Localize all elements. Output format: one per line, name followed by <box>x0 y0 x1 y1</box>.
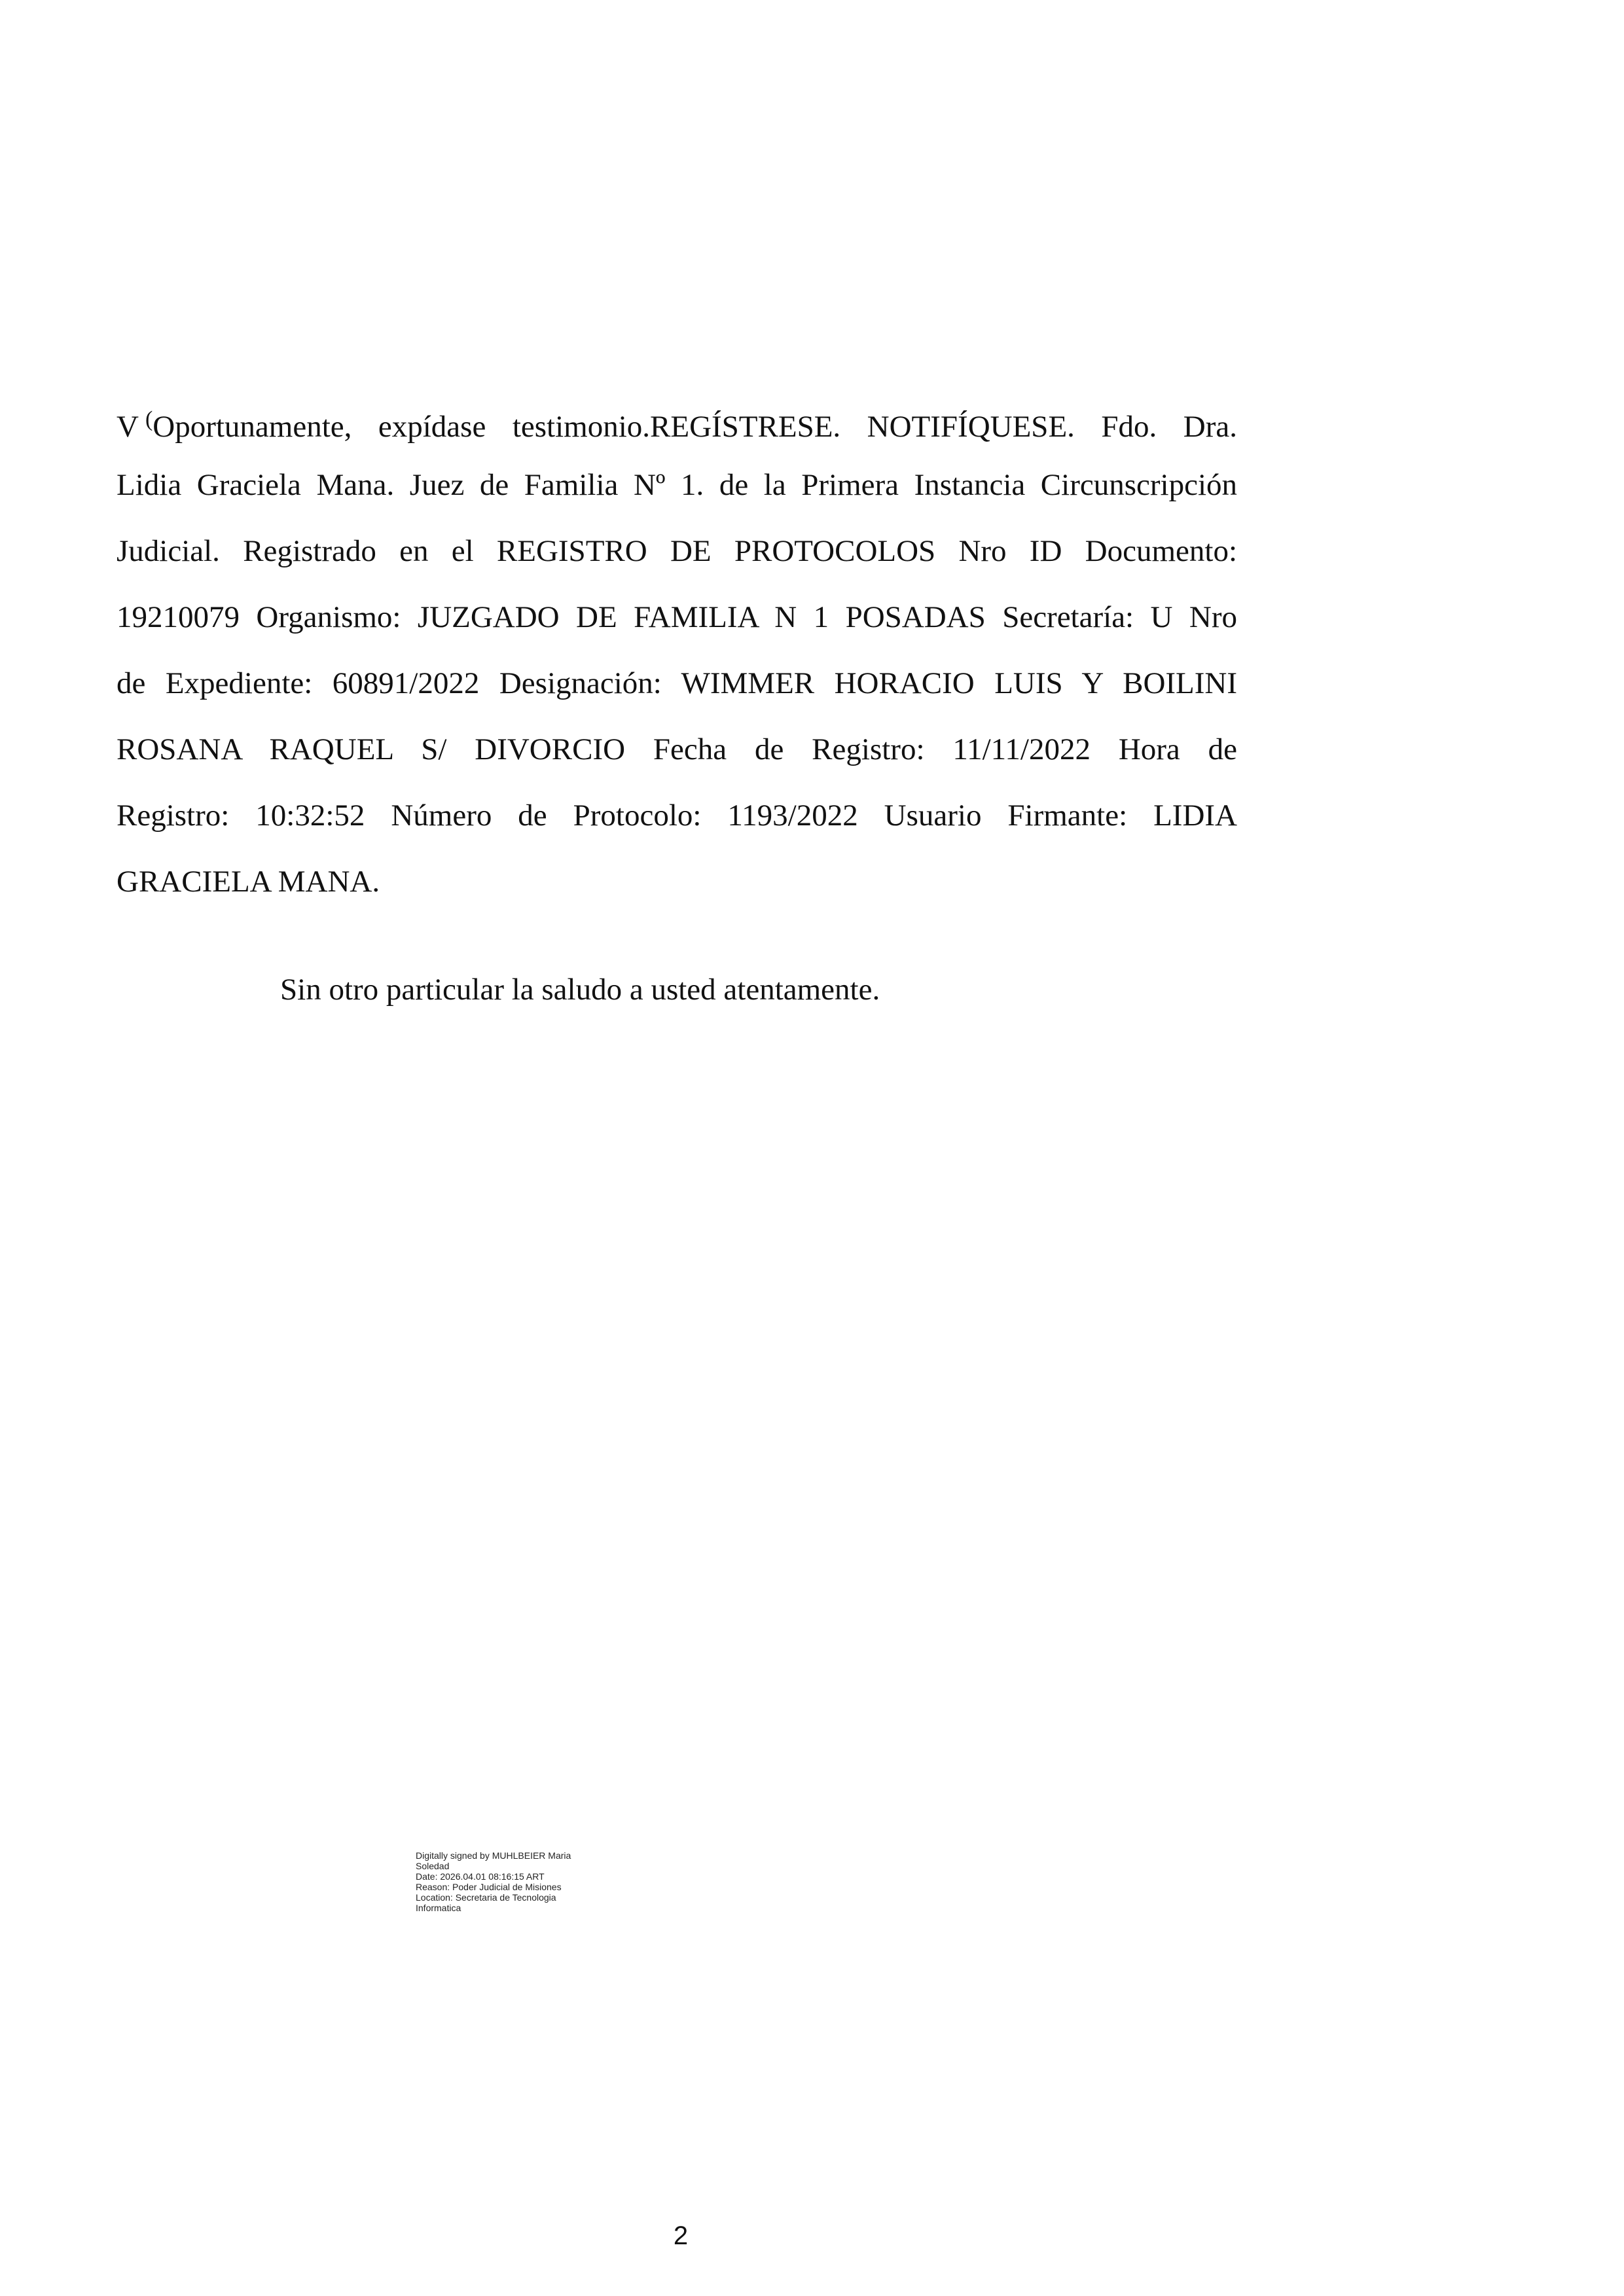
digital-signature-stamp <box>416 1850 612 1913</box>
signature-line-signed-by: Digitally signed by MUHLBEIER Maria <box>416 1850 571 1861</box>
signature-line-location-continuation: Informatica <box>416 1903 461 1913</box>
paragraph-line-7: Registro: 10:32:52 Número de Protocolo: 1193/2022 Usuario Firmante: LIDIA <box>117 798 1237 833</box>
signature-line-date: Date: 2026.04.01 08:16:15 ART <box>416 1871 545 1882</box>
closing-salutation: Sin otro particular la saludo a usted atentamente. <box>280 973 880 1007</box>
paragraph-line-1 <box>117 386 1237 452</box>
paragraph-line-5: de Expediente: 60891/2022 Designación: WIMMER HORACIO LUIS Y BOILINI <box>117 666 1237 700</box>
paragraph-line-1-text: Oportunamente, expídase testimonio.REGÍSTRESE. NOTIFÍQUESE. Fdo. Dra. <box>153 410 1237 444</box>
signature-line-reason: Reason: Poder Judicial de Misiones <box>416 1882 562 1892</box>
paragraph-marker-letter: V <box>117 410 139 444</box>
paragraph-line-3: Judicial. Registrado en el REGISTRO DE PROTOCOLOS Nro ID Documento: <box>117 534 1237 568</box>
page-number: 2 <box>673 2221 689 2250</box>
paragraph-line-6: ROSANA RAQUEL S/ DIVORCIO Fecha de Registro: 11/11/2022 Hora de <box>117 732 1237 766</box>
paragraph-line-2: Lidia Graciela Mana. Juez de Familia Nº 1. de la Primera Instancia Circunscripción <box>117 468 1237 502</box>
paragraph-marker-paren: ( <box>145 407 153 431</box>
paragraph-line-8: GRACIELA MANA. <box>117 865 380 899</box>
resolution-paragraph <box>117 386 1237 915</box>
signature-line-location: Location: Secretaria de Tecnologia <box>416 1892 556 1903</box>
signature-line-name-continuation: Soledad <box>416 1861 450 1871</box>
paragraph-line-4: 19210079 Organismo: JUZGADO DE FAMILIA N 1 POSADAS Secretaría: U Nro <box>117 600 1237 634</box>
